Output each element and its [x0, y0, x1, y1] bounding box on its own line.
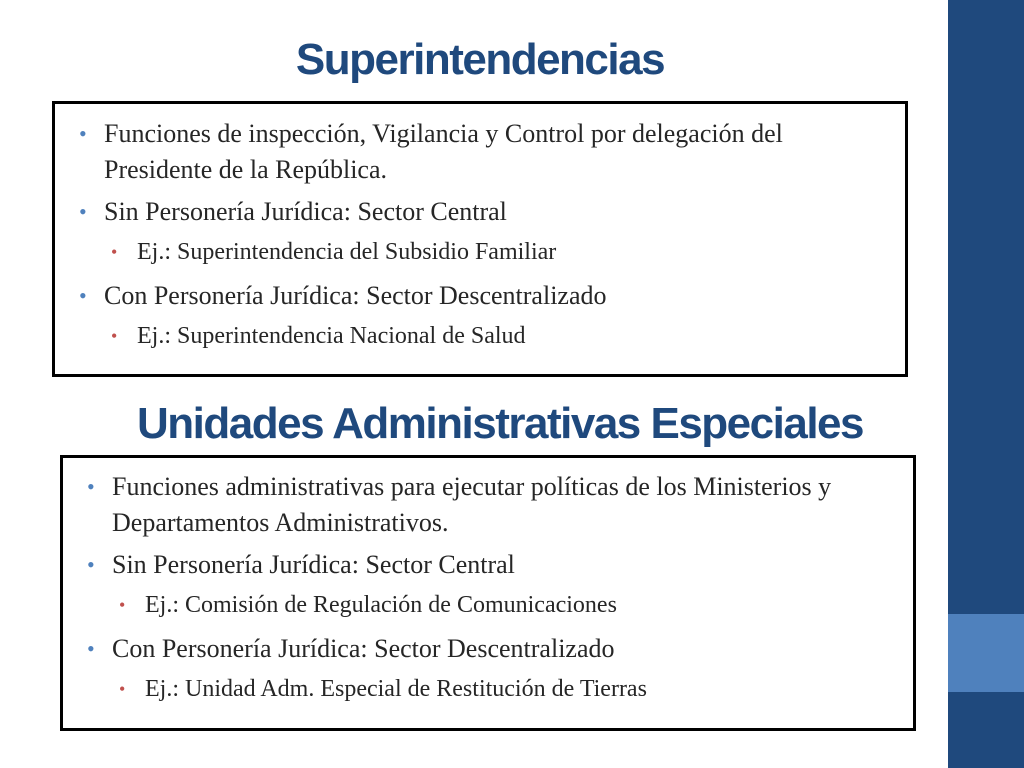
section-title-superintendencias: Superintendencias [295, 35, 665, 84]
bullet-icon: • [79, 199, 87, 224]
bullet-icon: • [111, 242, 118, 262]
section-title-unidades: Unidades Administrativas Especiales [137, 399, 863, 448]
bullet-icon: • [119, 679, 126, 699]
unidades-list [63, 458, 913, 705]
sub-list-item [77, 236, 885, 268]
bullet-icon: • [111, 326, 118, 346]
list-item-text: Sin Personería Jurídica: Sector Central [104, 197, 507, 226]
list-item-text: Sin Personería Jurídica: Sector Central [112, 550, 515, 579]
superintendencias-box [52, 101, 908, 377]
list-item-text: Funciones de inspección, Vigilancia y Control por delegación del Presidente de la República. [104, 119, 783, 184]
sidebar-accent-block [948, 614, 1024, 692]
list-item [85, 469, 893, 541]
bullet-icon: • [119, 595, 126, 615]
bullet-icon: • [87, 474, 95, 499]
list-item [77, 116, 885, 188]
list-item [85, 547, 893, 583]
list-item-text: Ej.: Superintendencia del Subsidio Familiar [137, 239, 557, 265]
sub-list-item [85, 589, 893, 621]
superintendencias-list [55, 104, 905, 352]
bullet-icon: • [87, 636, 95, 661]
bullet-icon: • [79, 283, 87, 308]
list-item [77, 278, 885, 314]
sub-list-item [77, 320, 885, 352]
list-item-text: Funciones administrativas para ejecutar políticas de los Ministerios y Departamentos Administrativos. [112, 472, 832, 537]
bullet-icon: • [79, 121, 87, 146]
bullet-icon: • [87, 552, 95, 577]
list-item-text: Con Personería Jurídica: Sector Descentralizado [112, 634, 615, 663]
unidades-box [60, 455, 916, 731]
list-item [77, 194, 885, 230]
list-item-text: Ej.: Comisión de Regulación de Comunicaciones [145, 592, 617, 618]
sub-list-item [85, 673, 893, 705]
list-item-text: Ej.: Unidad Adm. Especial de Restitución de Tierras [145, 676, 647, 702]
list-item-text: Ej.: Superintendencia Nacional de Salud [137, 323, 526, 349]
list-item [85, 631, 893, 667]
list-item-text: Con Personería Jurídica: Sector Descentralizado [104, 281, 607, 310]
